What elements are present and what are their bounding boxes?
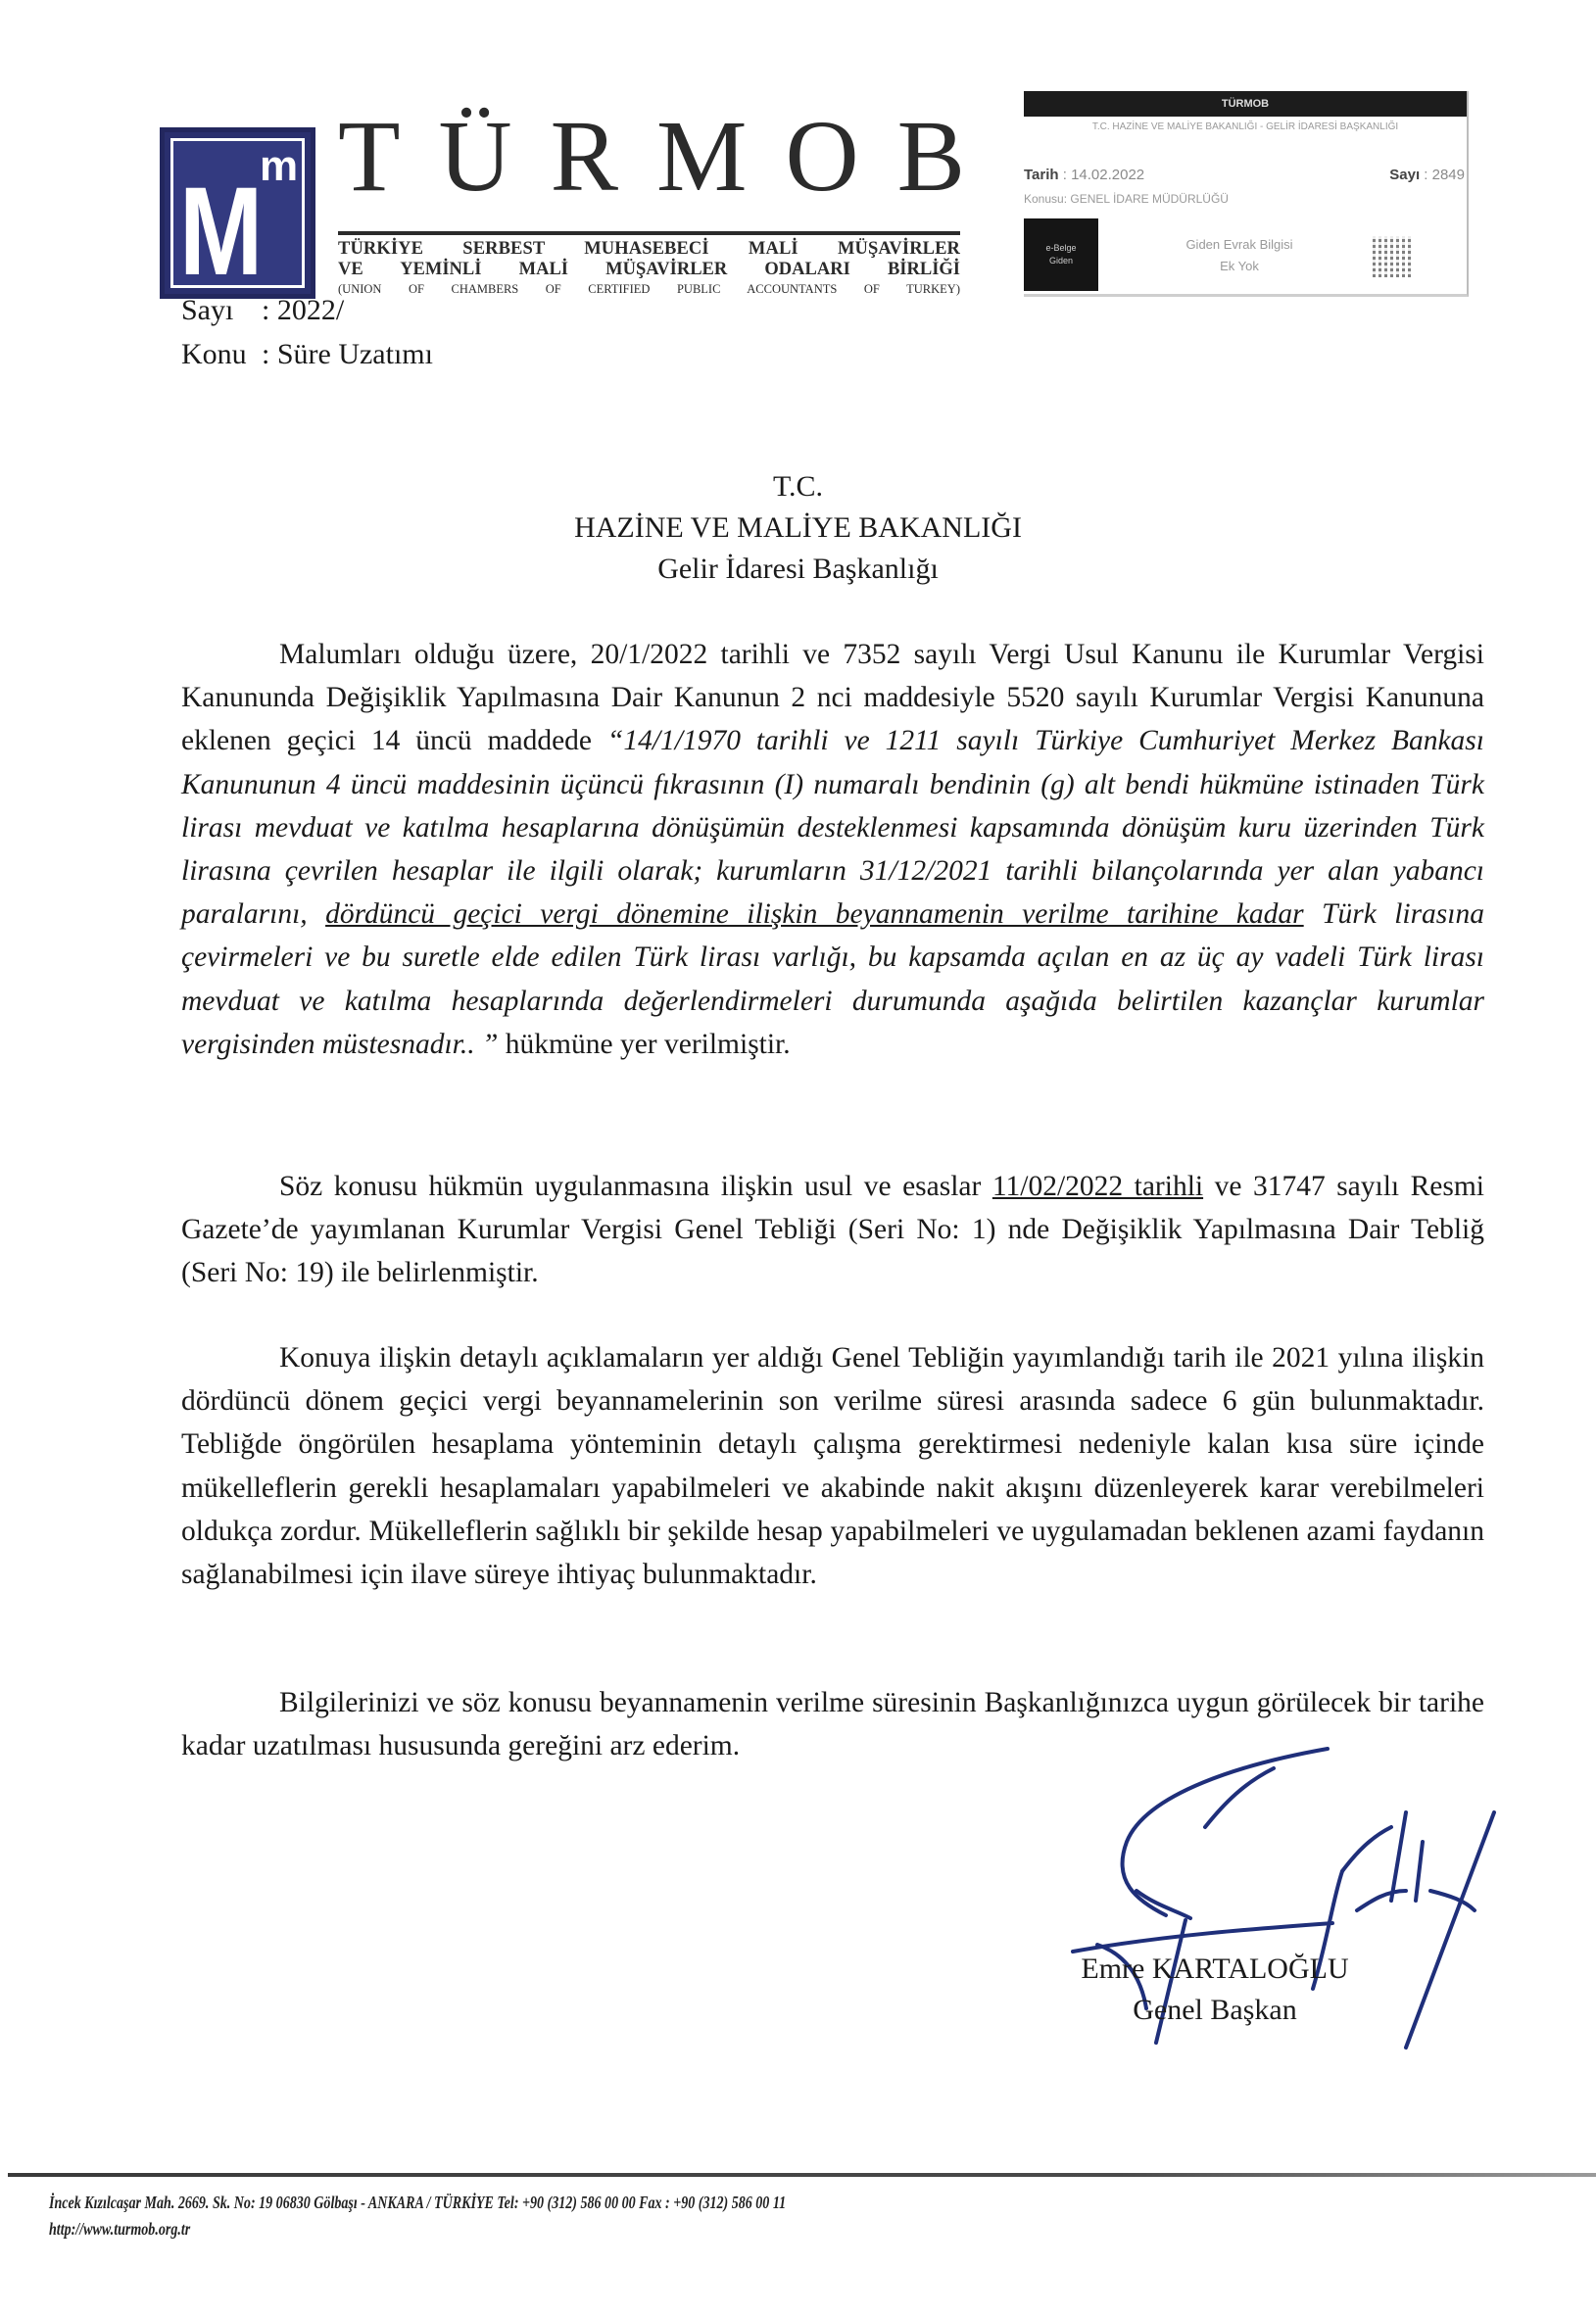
ebelge-tile xyxy=(1024,218,1098,291)
stamp-date-value: : 14.02.2022 xyxy=(1062,167,1145,183)
reference-number-value: : 2022/ xyxy=(262,294,345,326)
p1-quote-b: Türk lirasına çevirmeleri ve bu suretle elde edilen Türk lirası varlığı, bu kapsamda açılan en az üç ay vadeli Türk lirası mevduat ve katılma hesaplarında değerlendirmeleri durumunda aşağıda belirtilen kazançlar kurumlar vergisinden müstesnadır.. ” xyxy=(181,898,1484,1060)
ebelge-tile-line-2: Giden xyxy=(1048,256,1074,265)
brand-letter: M xyxy=(656,100,748,213)
stamp-document-info xyxy=(1141,234,1337,277)
addressee-line-2: HAZİNE VE MALİYE BAKANLIĞI xyxy=(574,511,1022,544)
p2-underlined-date: 11/02/2022 tarihli xyxy=(991,1171,1204,1202)
brand-letter: O xyxy=(785,100,859,213)
footer-divider xyxy=(8,2173,1596,2177)
addressee-line-1: T.C. xyxy=(772,470,824,503)
brand-letter: T xyxy=(338,100,401,213)
stamp-header: TÜRMOB xyxy=(1024,91,1467,117)
p1-text-b: hükmüne yer verilmiştir. xyxy=(498,1028,791,1060)
qr-code-icon xyxy=(1373,236,1414,277)
signatory-title: Genel Başkan xyxy=(1133,1994,1297,2026)
brand-subtitle-line-1: TÜRKİYE SERBEST MUHASEBECİ MALİ MÜŞAVİRLER xyxy=(338,239,960,259)
body-paragraph-4: Bilgilerinizi ve söz konusu beyannamenin verilme süresinin Başkanlığınızca uygun görülecek bir tarihe kadar uzatılması hususunda gereğini arz ederim. xyxy=(181,1687,1484,1762)
brand-divider xyxy=(338,231,960,235)
stamp-number xyxy=(1389,167,1465,183)
stamp-document-info-line-2: Ek Yok xyxy=(1220,259,1259,273)
stamp-number-label: Sayı xyxy=(1389,167,1421,183)
brand-letter: Ü xyxy=(438,100,512,213)
turmob-logo xyxy=(160,127,315,302)
stamp-document-info-line-1: Giden Evrak Bilgisi xyxy=(1185,237,1293,252)
brand-letter: R xyxy=(550,100,619,213)
subject-value: : Süre Uzatımı xyxy=(262,338,433,370)
body-paragraph-3: Konuya ilişkin detaylı açıklamaların yer aldığı Genel Tebliğin yayımlandığı tarih ile 2021 yılına ilişkin dördüncü dönem geçici vergi beyannamelerinin son verilme süresi arasında sadece 6 gün bulunmaktadır. Tebliğde öngörülen hesaplama yönteminin detaylı çalışma gerektirmesi nedeniyle kalan kısa süre içinde mükelleflerin gerekli hesaplamaları yapabilmeleri ve akabinde nakit akışını düzenleyerek karar verebilmeleri oldukça zordur. Mükelleflerin sağlıklı bir şekilde hesap yapabilmeleri ve uygulamadan beklenen azami faydanın sağlanabilmesi için ilave süreye ihtiyaç bulunmaktadır. xyxy=(181,1342,1484,1591)
stamp-date xyxy=(1024,167,1144,183)
signatory-name: Emre KARTALOĞLU xyxy=(1081,1953,1349,1985)
logo-inner-frame xyxy=(170,138,305,302)
p2-text-b: ve 31747 sayılı Resmi Gazete’de yayımlanan Kurumlar Vergisi Genel Tebliği (Seri No: 1) nde Değişiklik Yapılmasına Dair Tebliğ (Seri No: 19) ile belirlenmiştir. xyxy=(181,1171,1484,1289)
p1-text-a: Malumları olduğu üzere, 20/1/2022 tarihli ve 7352 sayılı Vergi Usul Kanunu ile Kurumlar Vergisi Kanununda Değişiklik Yapılmasına Dair Kanunun 2 nci maddesiyle 5520 sayılı Kurumlar Vergisi Kanununa eklenen geçici 14 üncü maddede xyxy=(181,639,1484,757)
addressee-line-3: Gelir İdaresi Başkanlığı xyxy=(657,553,939,585)
p1-quote-a: “14/1/1970 tarihli ve 1211 sayılı Türkiye Cumhuriyet Merkez Bankası Kanununun 4 üncü maddesinin üçüncü fıkrasının (I) numaralı bendinin (g) alt bendi hükmüne istinaden Türk lirası mevduat ve katılma hesaplarına dönüşümün desteklenmesi kapsamında dönüşüm kuru üzerinden Türk lirasına çevrilen hesaplar ile ilgili olarak; kurumların 31/12/2021 tarihli bilançolarında yer alan yabancı paralarını, xyxy=(181,725,1484,931)
stamp-date-label: Tarih xyxy=(1024,167,1059,183)
p2-text-a: Söz konusu hükmün uygulanmasına ilişkin usul ve esaslar xyxy=(279,1171,992,1202)
brand-name xyxy=(338,100,965,213)
stamp-number-value: : 2849 xyxy=(1424,167,1465,183)
subject-line xyxy=(181,338,433,371)
reference-number-label: Sayı xyxy=(181,294,234,326)
stamp-subject: Konusu: GENEL İDARE MÜDÜRLÜĞÜ xyxy=(1024,192,1229,206)
reference-number xyxy=(181,294,344,327)
brand-subtitle-english: (UNION OF CHAMBERS OF CERTIFIED PUBLIC ACCOUNTANTS OF TURKEY) xyxy=(338,282,960,296)
body-paragraph-1 xyxy=(181,633,1484,1066)
stamp-recipient: T.C. HAZİNE VE MALİYE BAKANLIĞI - GELİR İDARESİ BAŞKANLIĞI xyxy=(1091,121,1399,132)
subject-label: Konu xyxy=(181,338,247,370)
brand-letter: B xyxy=(896,100,965,213)
footer-website-link[interactable]: http://www.turmob.org.tr xyxy=(49,2219,191,2239)
p1-quote-underlined: dördüncü geçici vergi dönemine ilişkin beyannamenin verilme tarihine kadar xyxy=(325,898,1304,931)
body-paragraph-2 xyxy=(181,1165,1484,1295)
footer-address: İncek Kızılcaşar Mah. 2669. Sk. No: 19 06830 Gölbaşı - ANKARA / TÜRKİYE Tel: +90 (312) 586 00 00 Fax : +90 (312) 586 00 11 xyxy=(49,2193,787,2212)
logo-big-m: M xyxy=(179,162,259,302)
ebelge-tile-line-1: e-Belge xyxy=(1045,243,1077,253)
brand-subtitle-line-2: VE YEMİNLİ MALİ MÜŞAVİRLER ODALARI BİRLİĞİ xyxy=(338,260,960,279)
logo-small-m: m xyxy=(260,142,299,190)
registry-stamp xyxy=(1024,91,1469,297)
